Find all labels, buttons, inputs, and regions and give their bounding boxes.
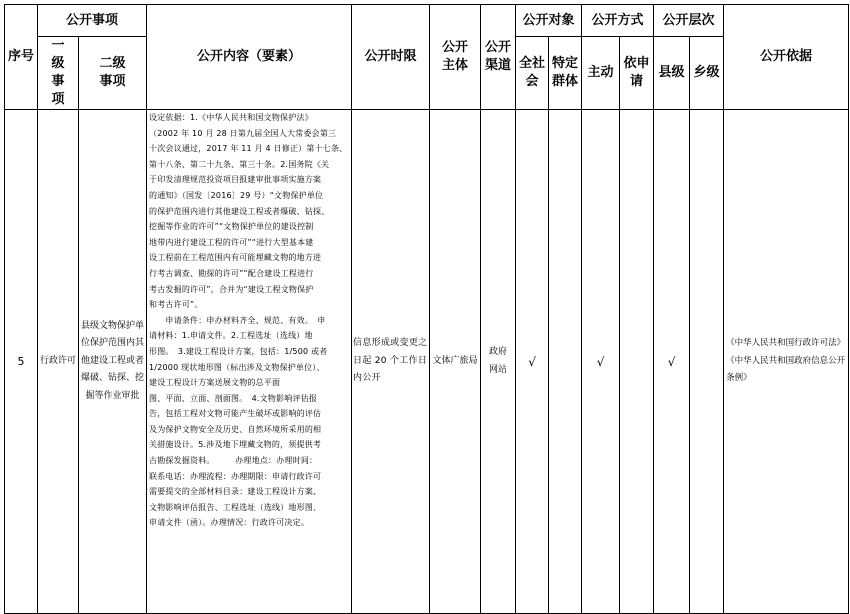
header-matter: 公开事项 xyxy=(38,5,147,37)
content-line: 古勘探发掘资料。 办理地点：办理时间： xyxy=(149,456,318,466)
header-on-request: 依申请 xyxy=(620,37,654,110)
content-line: 文物影响评估报告、工程选址（选线）地形图、 xyxy=(149,502,322,512)
content-line: 的通知》（国发〔2016〕29 号）“文物保护单位 xyxy=(149,190,324,200)
content-line: 联系电话：办理流程：办理期限：申请行政许可 xyxy=(149,471,322,481)
content-line: 的保护范围内进行其他建设工程或者爆破、钻探、 xyxy=(149,206,330,216)
header-county: 县级 xyxy=(654,37,690,110)
header-audience: 公开对象 xyxy=(516,5,582,37)
content-line: 和考古许可”。 xyxy=(149,300,203,310)
header-time-limit: 公开时限 xyxy=(352,5,430,110)
content-line: 考古发掘的许可”，合并为“建设工程文物保护 xyxy=(149,284,314,294)
header-subject: 公开主体 xyxy=(430,5,481,110)
content-line: 建设工程设计方案送展文物的总平面 xyxy=(149,378,281,388)
row-basis xyxy=(724,110,849,614)
content-line: 及为保护文物安全及历史、自然环境所采用的相 xyxy=(149,424,322,434)
header-channel: 公开渠道 xyxy=(481,5,516,110)
content-line: 十次会议通过，2017 年 11 月 4 日修正）第十七条、 xyxy=(149,144,348,154)
basis-line: 《中华人民共和国政府信息公开条例》 xyxy=(726,355,846,384)
on-request-check xyxy=(620,110,654,614)
content-line: 设定依据：1.《中华人民共和国文物保护法》 xyxy=(149,113,313,122)
header-township: 乡级 xyxy=(690,37,724,110)
content-lines xyxy=(149,110,349,531)
content-line: 关措施设计。5.涉及地下埋藏文物的，须提供考 xyxy=(149,440,322,450)
table-row xyxy=(5,110,849,614)
proactive-check: √ xyxy=(582,110,620,614)
header-basis: 公开依据 xyxy=(724,5,849,110)
content-line: 申请文件（函）。办理情况：行政许可决定。 xyxy=(149,518,310,528)
specific-group-check xyxy=(549,110,582,614)
row-content xyxy=(147,110,352,614)
township-check xyxy=(690,110,724,614)
disclosure-table xyxy=(4,4,849,614)
content-line: 需要提交的全部材料目录：建设工程设计方案、 xyxy=(149,487,322,497)
row-channel: 政府网站 xyxy=(481,110,516,614)
row-subject: 文体广旅局 xyxy=(430,110,481,614)
content-line: 告，包括工程对文物可能产生破坏或影响的评估 xyxy=(149,409,322,419)
row-level1: 行政许可 xyxy=(38,110,79,614)
whole-society-check: √ xyxy=(516,110,549,614)
row-seq: 5 xyxy=(5,110,38,614)
header-seq: 序号 xyxy=(5,5,38,110)
content-line: （2002 年 10 月 28 日第九届全国人大常委会第三 xyxy=(149,128,337,138)
header-method: 公开方式 xyxy=(582,5,654,37)
header-specific-group: 特定群体 xyxy=(549,37,582,110)
header-level2: 二级事项 xyxy=(79,37,147,110)
header-content: 公开内容（要素） xyxy=(147,5,352,110)
content-line: 地带内进行建设工程的许可”“进行大型基本建 xyxy=(149,237,314,247)
content-line: 挖掘等作业的许可”“文物保护单位的建设控制 xyxy=(149,222,314,232)
row-level2: 县级文物保护单位保护范围内其他建设工程或者爆破、钻探、挖掘等作业审批 xyxy=(79,110,147,614)
content-line: 行考古调查、勘探的许可”“配合建设工程进行 xyxy=(149,268,314,278)
content-line: 请材料：1.申请文件。2.工程选址（选线）地 xyxy=(149,331,313,341)
content-line: 申请条件：申办材料齐全、规范、有效。 申 xyxy=(149,315,326,325)
content-line: 设工程前在工程范围内有可能埋藏文物的地方进 xyxy=(149,253,322,263)
row-time-limit: 信息形成或变更之日起 20 个工作日内公开 xyxy=(352,110,430,614)
content-line: 于印发清理规范投资项目报建审批事项实施方案 xyxy=(149,175,322,185)
header-whole-society: 全社会 xyxy=(516,37,549,110)
content-line: 1/2000 现状地形图（标出涉及文物保护单位）、 xyxy=(149,362,325,372)
content-line: 图、平面、立面、剖面图。 4.文物影响评估报 xyxy=(149,393,318,403)
content-line: 形图。 3.建设工程设计方案，包括：1/500 或者 xyxy=(149,346,328,356)
county-check: √ xyxy=(654,110,690,614)
basis-line: 《中华人民共和国行政许可法》 xyxy=(726,338,846,349)
content-line: 第十八条、第二十九条、第三十条。2.国务院《关 xyxy=(149,159,330,169)
header-level1: 一级事项 xyxy=(38,37,79,110)
basis-lines xyxy=(726,335,846,388)
header-proactive: 主动 xyxy=(582,37,620,110)
header-tier: 公开层次 xyxy=(654,5,724,37)
